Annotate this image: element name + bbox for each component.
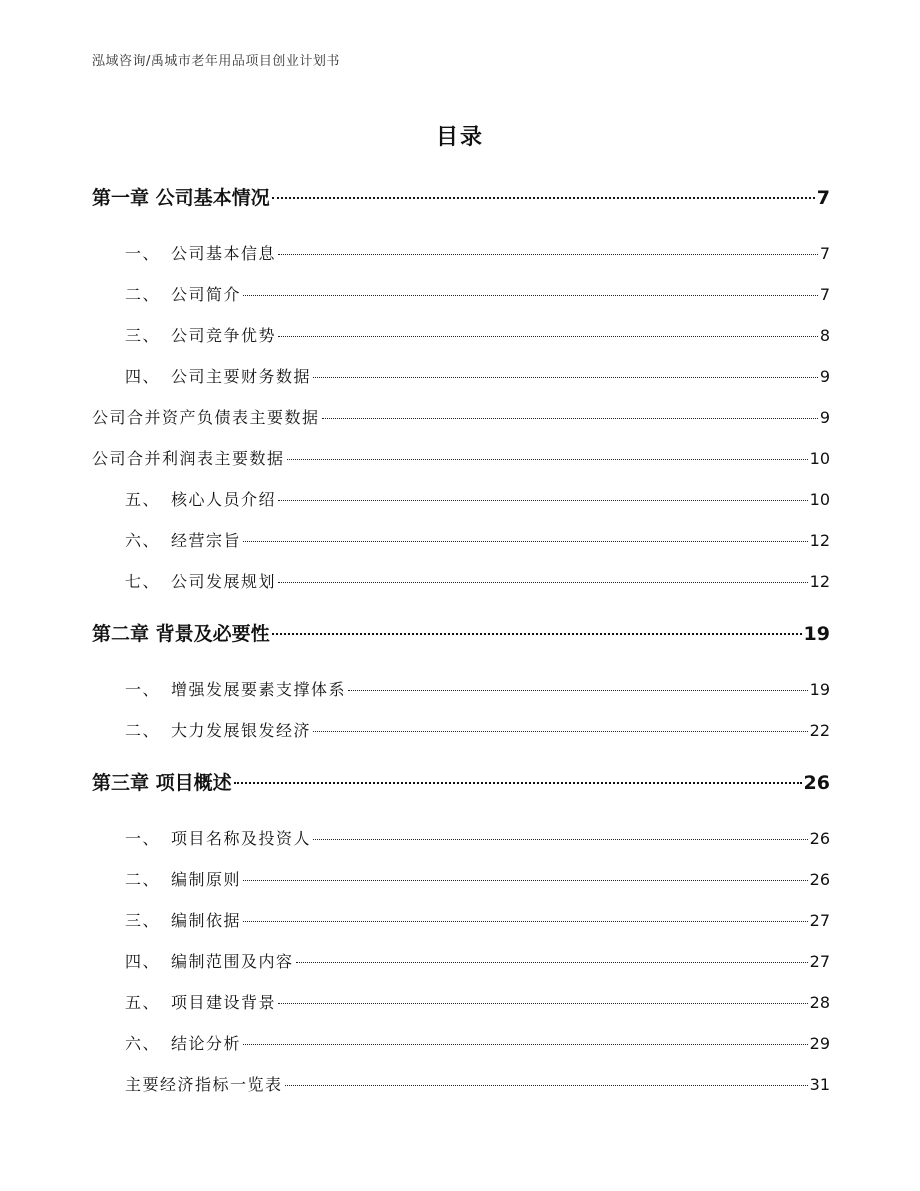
toc-subsection[interactable] [92, 438, 830, 479]
page-number: 8 [819, 326, 830, 345]
dot-leader [243, 921, 808, 922]
section-number: 五、 [125, 993, 161, 1012]
dot-leader [278, 582, 808, 583]
document-header: 泓域咨询/禹城市老年用品项目创业计划书 [92, 54, 340, 69]
section-number: 五、 [125, 490, 161, 509]
dot-leader [278, 336, 818, 337]
page-number: 29 [809, 1034, 830, 1053]
dot-leader [322, 418, 818, 419]
dot-leader [278, 500, 808, 501]
dot-leader [296, 962, 808, 963]
dot-leader [287, 459, 808, 460]
toc-section[interactable] [92, 1023, 830, 1064]
section-number: 二、 [125, 870, 161, 889]
page-number: 12 [809, 531, 830, 550]
section-number: 四、 [125, 367, 161, 386]
section-title: 增强发展要素支撑体系 [171, 680, 347, 699]
toc-subsection[interactable] [92, 397, 830, 438]
dot-leader [285, 1085, 808, 1086]
section-title: 公司竞争优势 [171, 326, 277, 345]
page-number: 28 [809, 993, 830, 1012]
dot-leader [272, 197, 815, 199]
section-number: 一、 [125, 244, 161, 263]
section-number: 一、 [125, 829, 161, 848]
toc-chapter-1[interactable] [92, 178, 830, 218]
dot-leader [243, 880, 808, 881]
page-number: 7 [816, 187, 830, 209]
page-number: 12 [809, 572, 830, 591]
dot-leader [313, 839, 808, 840]
dot-leader [278, 1003, 808, 1004]
section-number: 三、 [125, 911, 161, 930]
toc-section[interactable] [92, 710, 830, 751]
page-number: 27 [809, 952, 830, 971]
section-title: 公司简介 [171, 285, 242, 304]
page-number: 26 [809, 829, 830, 848]
page-number: 10 [809, 449, 830, 468]
toc-section[interactable] [92, 233, 830, 274]
toc-section[interactable] [92, 982, 830, 1023]
dot-leader [313, 731, 808, 732]
section-title: 项目名称及投资人 [171, 829, 312, 848]
toc-section[interactable] [92, 356, 830, 397]
dot-leader [278, 254, 818, 255]
section-title: 核心人员介绍 [171, 490, 277, 509]
section-title: 公司基本信息 [171, 244, 277, 263]
section-title: 项目建设背景 [171, 993, 277, 1012]
toc-subsection[interactable] [92, 1064, 830, 1105]
toc-section[interactable] [92, 941, 830, 982]
toc-section[interactable] [92, 818, 830, 859]
page-number: 31 [809, 1075, 830, 1094]
toc-section[interactable] [92, 479, 830, 520]
section-title: 大力发展银发经济 [171, 721, 312, 740]
page-number: 19 [809, 680, 830, 699]
page-number: 9 [819, 367, 830, 386]
page-number: 7 [819, 244, 830, 263]
toc-section[interactable] [92, 859, 830, 900]
dot-leader [313, 377, 818, 378]
section-number: 三、 [125, 326, 161, 345]
dot-leader [234, 782, 802, 784]
section-title: 公司合并利润表主要数据 [92, 449, 285, 468]
section-title: 结论分析 [171, 1034, 242, 1053]
page-number: 19 [803, 623, 830, 645]
table-of-contents [92, 178, 830, 1105]
toc-section[interactable] [92, 520, 830, 561]
section-number: 二、 [125, 285, 161, 304]
page-number: 26 [809, 870, 830, 889]
page-number: 9 [819, 408, 830, 427]
dot-leader [243, 295, 818, 296]
section-number: 四、 [125, 952, 161, 971]
toc-section[interactable] [92, 315, 830, 356]
toc-title: 目录 [435, 125, 484, 150]
page-number: 22 [809, 721, 830, 740]
toc-section[interactable] [92, 669, 830, 710]
toc-section[interactable] [92, 900, 830, 941]
chapter-label: 第二章 背景及必要性 [92, 623, 270, 645]
section-title: 主要经济指标一览表 [125, 1075, 283, 1094]
dot-leader [272, 633, 802, 635]
toc-section[interactable] [92, 274, 830, 315]
dot-leader [348, 690, 808, 691]
section-title: 编制原则 [171, 870, 242, 889]
section-number: 六、 [125, 1034, 161, 1053]
toc-chapter-2[interactable] [92, 614, 830, 654]
section-title: 编制范围及内容 [171, 952, 294, 971]
dot-leader [243, 541, 808, 542]
chapter-label: 第三章 项目概述 [92, 772, 232, 794]
page-number: 7 [819, 285, 830, 304]
section-number: 六、 [125, 531, 161, 550]
section-title: 公司合并资产负债表主要数据 [92, 408, 320, 427]
dot-leader [243, 1044, 808, 1045]
toc-section[interactable] [92, 561, 830, 602]
section-number: 一、 [125, 680, 161, 699]
page-number: 10 [809, 490, 830, 509]
toc-chapter-3[interactable] [92, 763, 830, 803]
section-number: 七、 [125, 572, 161, 591]
section-title: 公司主要财务数据 [171, 367, 312, 386]
section-number: 二、 [125, 721, 161, 740]
page-number: 27 [809, 911, 830, 930]
section-title: 编制依据 [171, 911, 242, 930]
section-title: 经营宗旨 [171, 531, 242, 550]
chapter-label: 第一章 公司基本情况 [92, 187, 270, 209]
page-number: 26 [803, 772, 830, 794]
section-title: 公司发展规划 [171, 572, 277, 591]
